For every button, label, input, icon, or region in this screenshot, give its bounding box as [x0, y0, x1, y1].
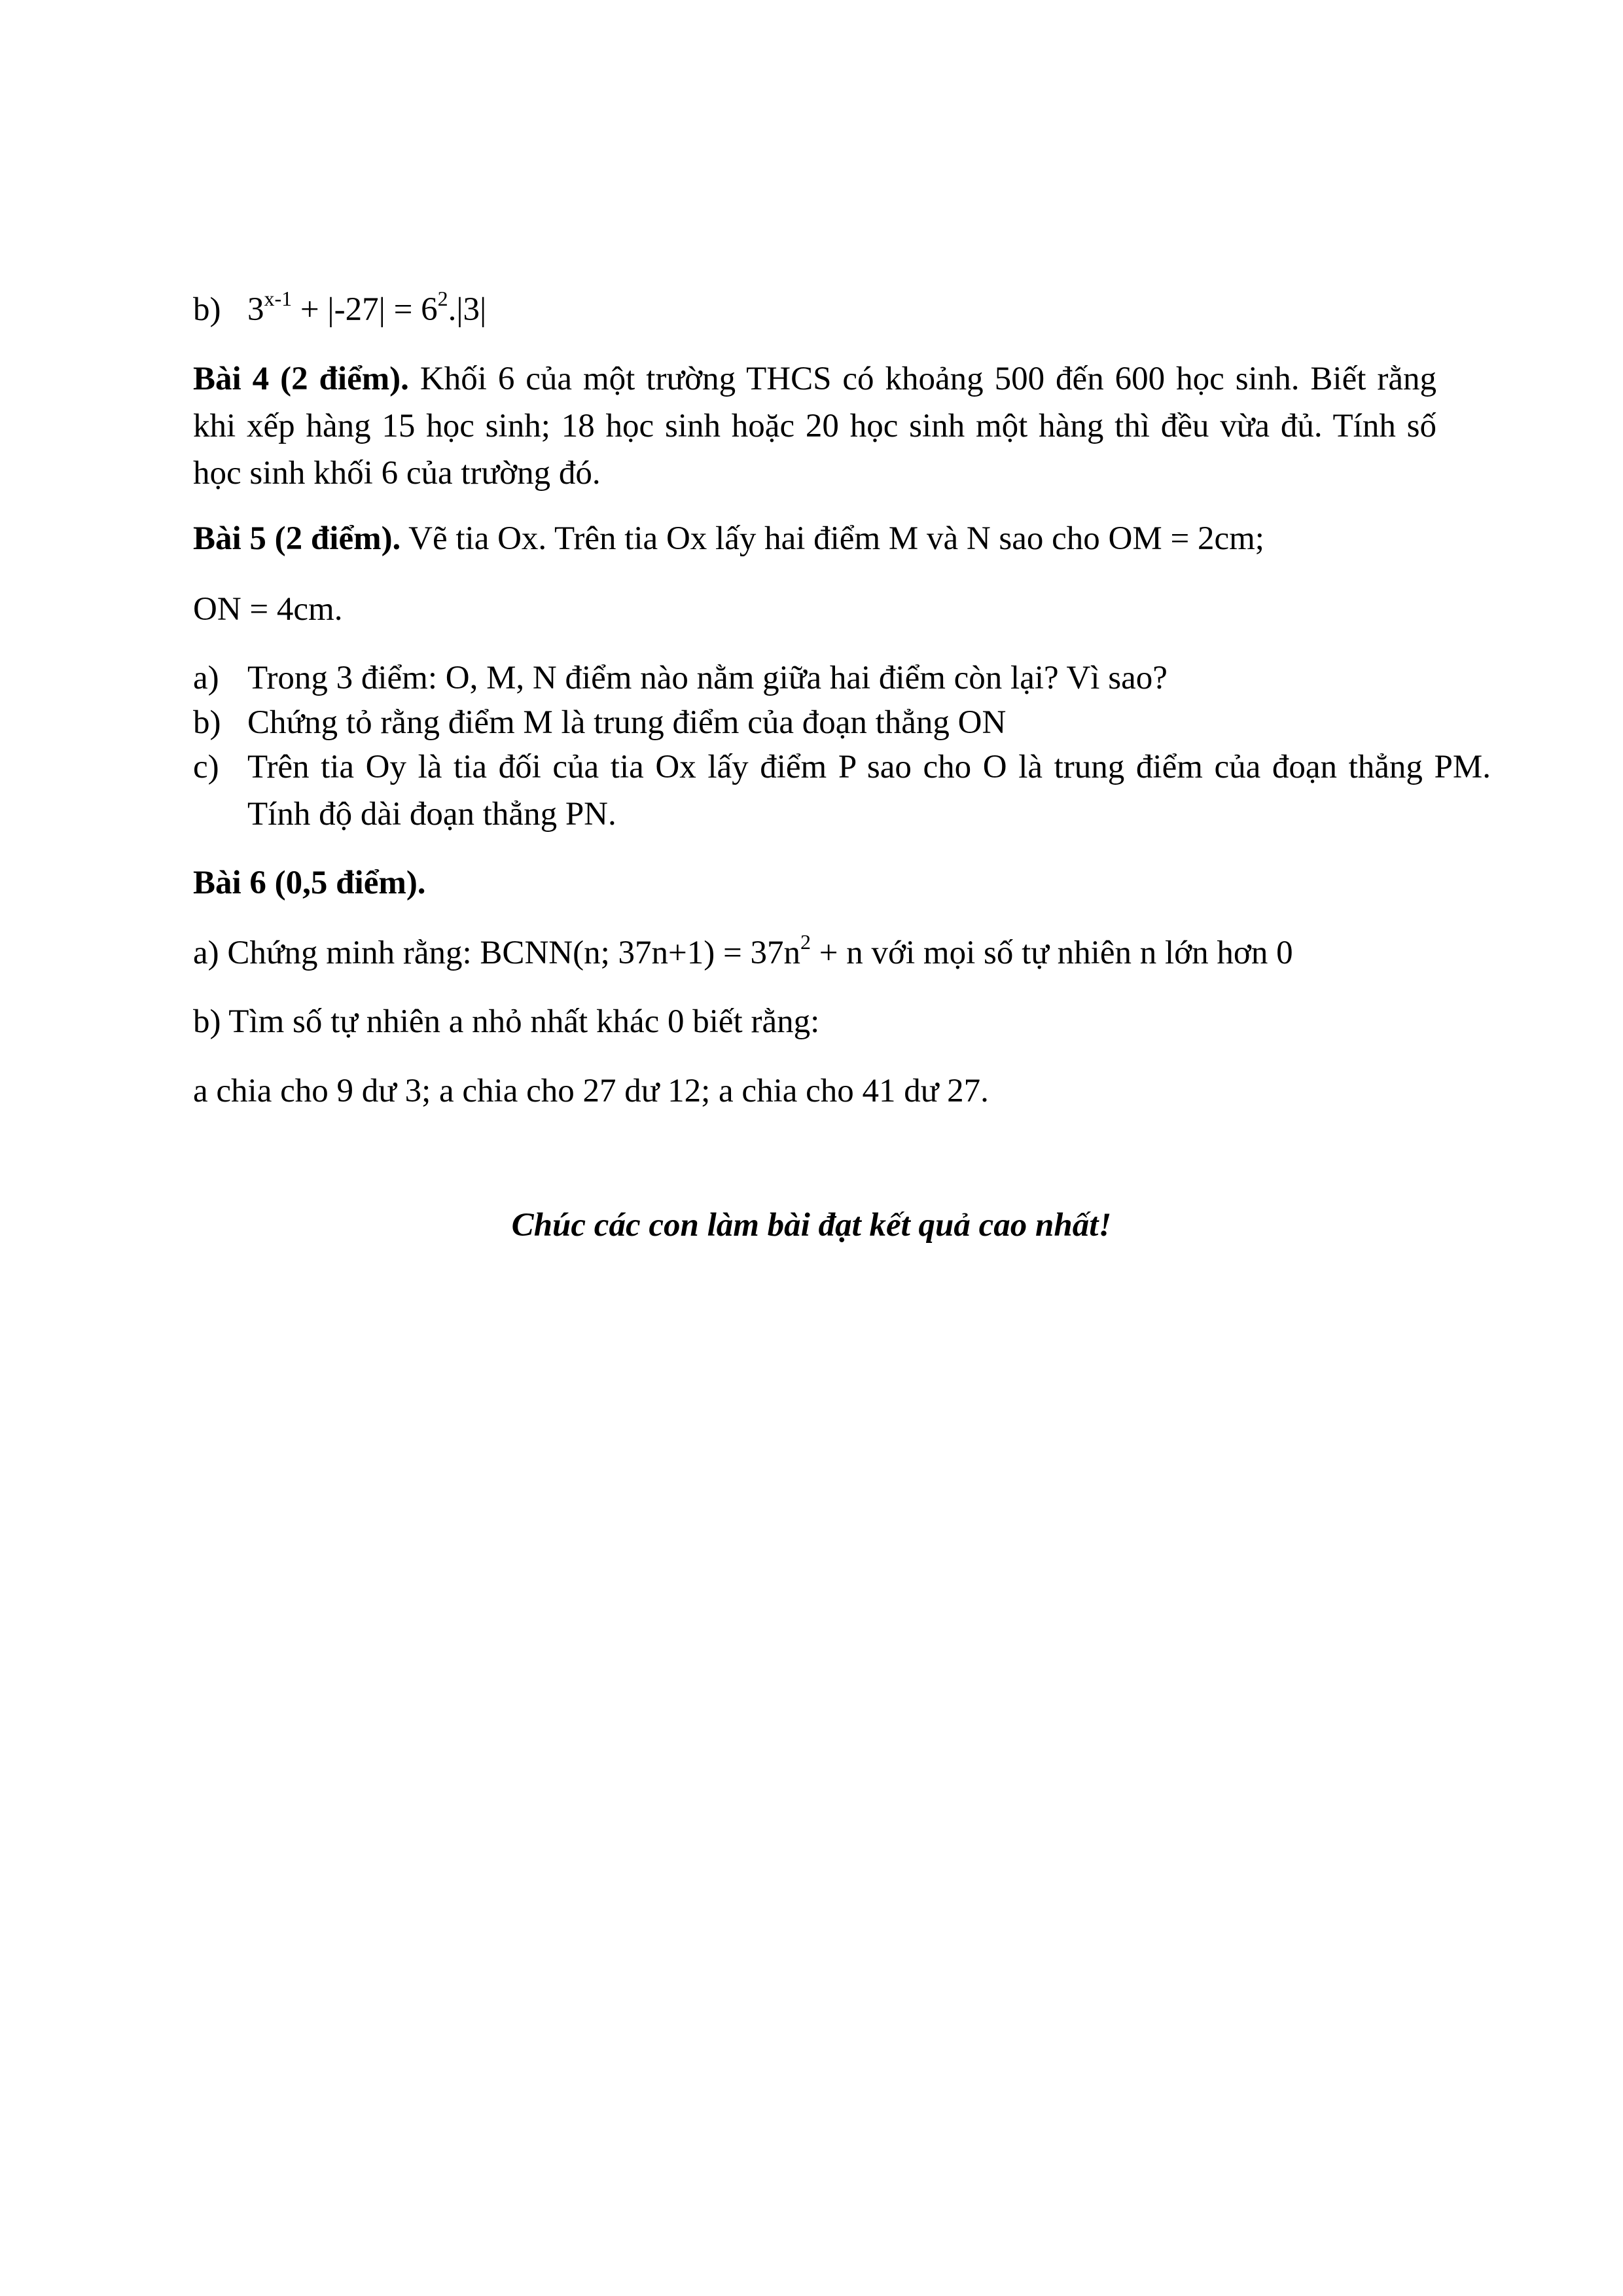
problem-5-title: Bài 5 (2 điểm).	[193, 520, 401, 557]
problem-5-item-b	[193, 699, 1491, 746]
equation-part: 3	[247, 291, 264, 328]
equation-part: .|3|	[448, 291, 487, 328]
problem-4-text: Khối 6 của một trường THCS có khoảng 500 đến 600 học sinh. Biết rằng khi xếp hàng 15 học sinh; 18 học sinh hoặc 20 học sinh một hàng thì đều vừa đủ. Tính số học sinh khối 6 của trường đó.	[193, 361, 1436, 492]
problem-5-item-c	[193, 744, 1491, 838]
problem-6-a	[193, 929, 1436, 977]
exponent: 2	[800, 930, 812, 954]
problem-6-b: b) Tìm số tự nhiên a nhỏ nhất khác 0 biết rằng:	[193, 1003, 820, 1040]
item-text: Chứng tỏ rằng điểm M là trung điểm của đoạn thẳng ON	[247, 704, 1007, 741]
equation-part: + |-27| = 6	[292, 291, 438, 328]
problem-5-intro	[193, 515, 1436, 562]
item-label: a)	[193, 660, 219, 696]
problem-4-title: Bài 4 (2 điểm).	[193, 361, 409, 397]
problem-6-a-text: a) Chứng minh rằng: BCNN(n; 37n+1) = 37n	[193, 935, 801, 971]
exponent: 2	[437, 287, 448, 310]
problem-6-heading: Bài 6 (0,5 điểm).	[193, 865, 426, 901]
item-text: Trên tia Oy là tia đối của tia Ox lấy điểm P sao cho O là trung điểm của đoạn thẳng PM. Tính độ dài đoạn thẳng PN.	[247, 749, 1491, 833]
problem-5-intro-line2: ON = 4cm.	[193, 591, 343, 628]
item-label: b)	[193, 291, 221, 328]
problem-6-conditions: a chia cho 9 dư 3; a chia cho 27 dư 12; a chia cho 41 dư 27.	[193, 1073, 989, 1109]
item-label: b)	[193, 704, 221, 741]
closing-message: Chúc các con làm bài đạt kết quả cao nhất!	[511, 1207, 1112, 1244]
problem-6-title	[193, 859, 1436, 906]
item-label: c)	[193, 749, 219, 785]
exponent: x-1	[264, 287, 293, 310]
problem-3b	[193, 286, 1436, 333]
problem-5-text: Vẽ tia Ox. Trên tia Ox lấy hai điểm M và N sao cho OM = 2cm;	[401, 520, 1264, 557]
problem-5-item-a	[193, 655, 1491, 702]
problem-4	[193, 355, 1436, 497]
problem-6-a-text-end: + n với mọi số tự nhiên n lớn hơn 0	[811, 935, 1293, 971]
item-text: Trong 3 điểm: O, M, N điểm nào nằm giữa hai điểm còn lại? Vì sao?	[247, 660, 1168, 696]
